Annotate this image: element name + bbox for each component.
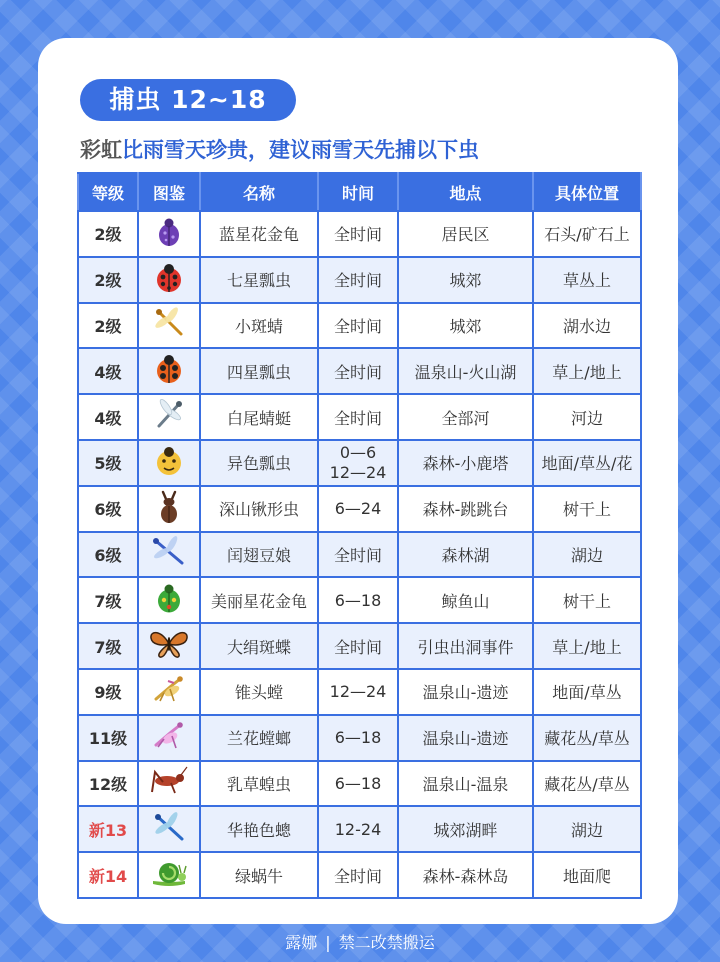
cell-place: 森林湖 — [398, 532, 533, 578]
cell-place: 森林-跳跳台 — [398, 486, 533, 532]
cell-time: 全时间 — [318, 623, 398, 669]
cell-place: 引虫出洞事件 — [398, 623, 533, 669]
table-row — [78, 303, 641, 349]
cell-place: 森林-小鹿塔 — [398, 440, 533, 486]
cell-time: 6—18 — [318, 761, 398, 807]
cell-level: 7级 — [78, 623, 138, 669]
orchid-mantis-icon — [150, 719, 188, 757]
cell-time: 6—18 — [318, 715, 398, 761]
footer-separator: | — [325, 933, 331, 952]
subtitle-part-2: 比雨雪天珍贵，建议雨雪天先捕以下虫 — [122, 138, 479, 162]
cell-position: 石头/矿石上 — [533, 211, 641, 257]
cell-name: 七星瓢虫 — [200, 257, 318, 303]
cell-level: 7级 — [78, 577, 138, 623]
cell-position: 树干上 — [533, 486, 641, 532]
white-dragonfly-icon — [151, 398, 187, 436]
bug-table — [77, 172, 642, 899]
cell-place: 城郊湖畔 — [398, 806, 533, 852]
cell-name: 小斑蜻 — [200, 303, 318, 349]
cell-name: 华艳色蟌 — [200, 806, 318, 852]
ladybug-icon — [152, 261, 186, 299]
cell-icon — [138, 348, 200, 394]
cell-icon — [138, 440, 200, 486]
cell-time: 全时间 — [318, 348, 398, 394]
footer — [0, 930, 720, 956]
cell-position: 藏花丛/草丛 — [533, 715, 641, 761]
cell-time: 全时间 — [318, 303, 398, 349]
cell-icon — [138, 486, 200, 532]
table-row — [78, 394, 641, 440]
cone-mantis-icon — [150, 673, 188, 711]
cell-name: 异色瓢虫 — [200, 440, 318, 486]
header-place: 地点 — [398, 173, 533, 211]
cell-name: 兰花螳螂 — [200, 715, 318, 761]
cell-position: 地面爬 — [533, 852, 641, 898]
table-header-row — [78, 173, 641, 211]
blue-damselfly-icon — [150, 535, 188, 573]
green-snail-icon — [149, 857, 189, 893]
butterfly-icon — [148, 628, 190, 664]
table-row — [78, 623, 641, 669]
cell-name: 绿蜗牛 — [200, 852, 318, 898]
table-row — [78, 806, 641, 852]
colorful-damselfly-icon — [150, 810, 188, 848]
cell-level: 5级 — [78, 440, 138, 486]
cell-place: 全部河 — [398, 394, 533, 440]
header-level: 等级 — [78, 173, 138, 211]
cell-place: 城郊 — [398, 257, 533, 303]
cell-time: 全时间 — [318, 257, 398, 303]
table-row — [78, 257, 641, 303]
table-row — [78, 440, 641, 486]
cell-position: 藏花丛/草丛 — [533, 761, 641, 807]
table-row — [78, 211, 641, 257]
time-line-1: 0—6 — [339, 442, 377, 462]
cell-name: 蓝星花金龟 — [200, 211, 318, 257]
cell-icon — [138, 303, 200, 349]
cell-position: 地面/草丛/花 — [533, 440, 641, 486]
header-icon: 图鉴 — [138, 173, 200, 211]
cell-place: 居民区 — [398, 211, 533, 257]
table-row — [78, 486, 641, 532]
cell-position: 树干上 — [533, 577, 641, 623]
cell-level: 9级 — [78, 669, 138, 715]
cell-name: 四星瓢虫 — [200, 348, 318, 394]
stag-beetle-icon — [152, 489, 186, 529]
table-row — [78, 348, 641, 394]
green-beetle-icon — [152, 581, 186, 619]
cell-level: 2级 — [78, 211, 138, 257]
table-row — [78, 715, 641, 761]
cell-time — [318, 440, 398, 486]
cell-place: 城郊 — [398, 303, 533, 349]
cell-place: 温泉山-温泉 — [398, 761, 533, 807]
cell-name: 美丽星花金龟 — [200, 577, 318, 623]
cell-level: 2级 — [78, 257, 138, 303]
cell-position: 河边 — [533, 394, 641, 440]
table-body — [78, 211, 641, 898]
cell-time: 全时间 — [318, 394, 398, 440]
cell-icon — [138, 669, 200, 715]
cell-level: 新13 — [78, 806, 138, 852]
cell-place: 温泉山-遗迹 — [398, 669, 533, 715]
four-spot-ladybug-icon — [152, 352, 186, 390]
cell-icon — [138, 715, 200, 761]
cell-position: 草上/地上 — [533, 348, 641, 394]
cell-time: 6—18 — [318, 577, 398, 623]
cell-name: 锥头螳 — [200, 669, 318, 715]
cell-name: 乳草蝗虫 — [200, 761, 318, 807]
header-time: 时间 — [318, 173, 398, 211]
cell-position: 草丛上 — [533, 257, 641, 303]
cell-position: 湖水边 — [533, 303, 641, 349]
time-line-2: 12—24 — [329, 462, 387, 482]
cell-place: 森林-森林岛 — [398, 852, 533, 898]
header-name: 名称 — [200, 173, 318, 211]
cell-icon — [138, 211, 200, 257]
purple-beetle-icon — [152, 215, 186, 253]
cell-icon — [138, 577, 200, 623]
table-row — [78, 852, 641, 898]
cell-icon — [138, 852, 200, 898]
cell-icon — [138, 806, 200, 852]
cell-level: 12级 — [78, 761, 138, 807]
footer-notice: 禁二改禁搬运 — [338, 933, 435, 952]
cell-name: 闰翅豆娘 — [200, 532, 318, 578]
footer-author: 露娜 — [285, 933, 318, 952]
table-row — [78, 532, 641, 578]
cell-name: 白尾蜻蜓 — [200, 394, 318, 440]
cell-position: 草上/地上 — [533, 623, 641, 669]
header-position: 具体位置 — [533, 173, 641, 211]
cell-level: 6级 — [78, 486, 138, 532]
grasshopper-icon — [149, 764, 189, 802]
cell-place: 温泉山-火山湖 — [398, 348, 533, 394]
page-title: 捕虫 12~18 — [80, 79, 296, 121]
subtitle-part-1: 彩虹 — [80, 138, 122, 162]
cell-icon — [138, 623, 200, 669]
cell-position: 地面/草丛 — [533, 669, 641, 715]
cell-time: 6—24 — [318, 486, 398, 532]
cell-level: 4级 — [78, 394, 138, 440]
table-row — [78, 577, 641, 623]
cell-time: 12-24 — [318, 806, 398, 852]
subtitle — [80, 135, 479, 165]
cell-place: 温泉山-遗迹 — [398, 715, 533, 761]
table-row — [78, 761, 641, 807]
cell-icon — [138, 257, 200, 303]
cell-icon — [138, 394, 200, 440]
cell-name: 深山锹形虫 — [200, 486, 318, 532]
cell-name: 大绢斑蝶 — [200, 623, 318, 669]
cell-level: 4级 — [78, 348, 138, 394]
cell-icon — [138, 532, 200, 578]
cell-time: 12—24 — [318, 669, 398, 715]
yellow-ladybug-icon — [152, 444, 186, 482]
cell-time: 全时间 — [318, 211, 398, 257]
cell-position: 湖边 — [533, 532, 641, 578]
cell-time: 全时间 — [318, 532, 398, 578]
cell-level: 11级 — [78, 715, 138, 761]
cell-level: 6级 — [78, 532, 138, 578]
cell-position: 湖边 — [533, 806, 641, 852]
cell-place: 鲸鱼山 — [398, 577, 533, 623]
cell-level: 2级 — [78, 303, 138, 349]
table-row — [78, 669, 641, 715]
cell-time: 全时间 — [318, 852, 398, 898]
yellow-dragonfly-icon — [151, 306, 187, 344]
cell-level: 新14 — [78, 852, 138, 898]
cell-icon — [138, 761, 200, 807]
